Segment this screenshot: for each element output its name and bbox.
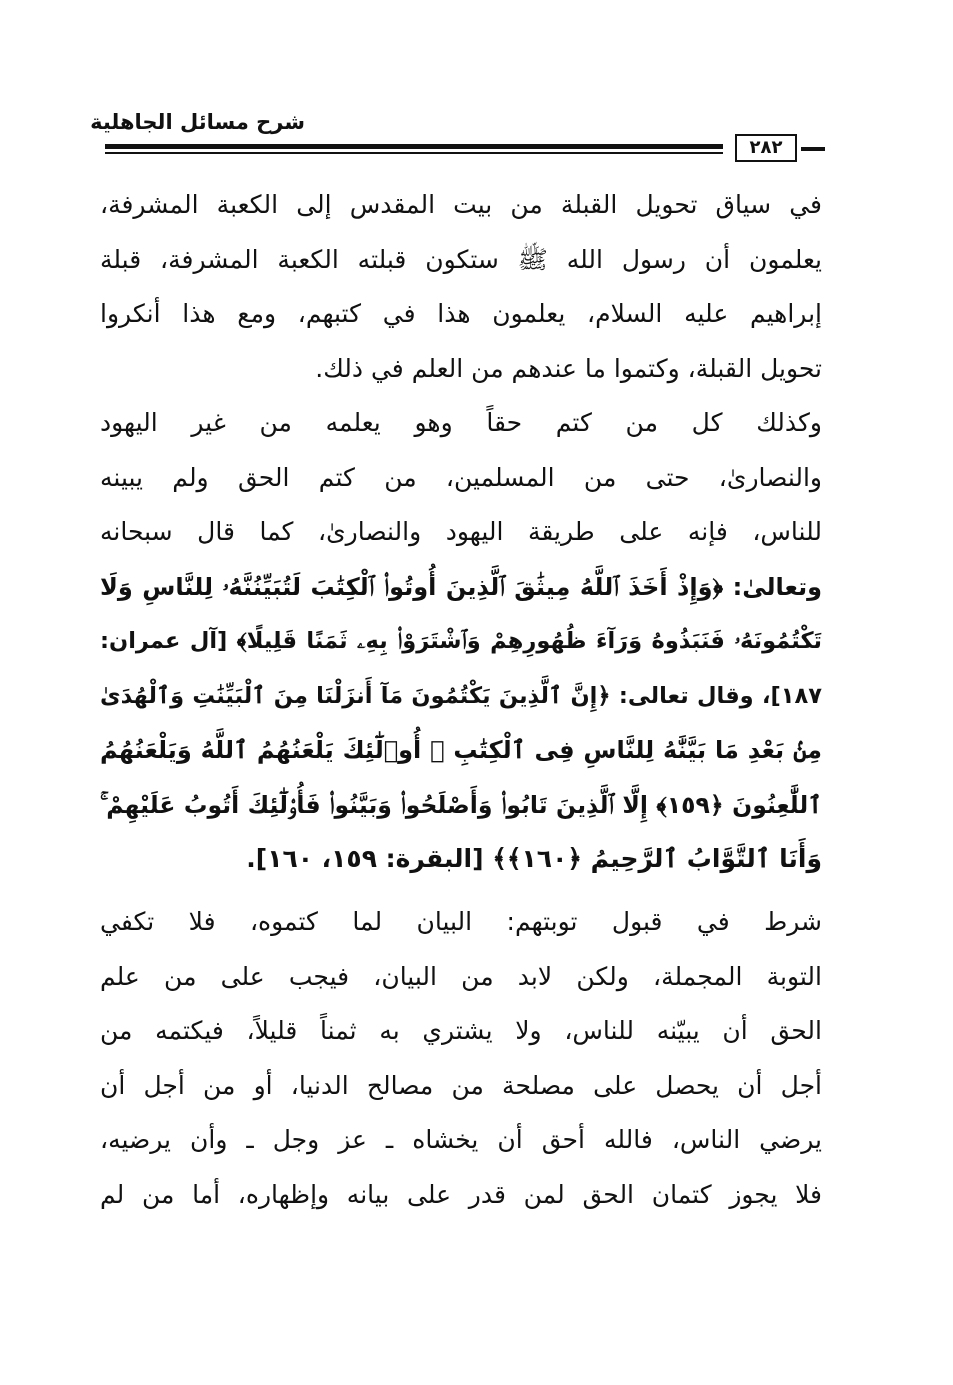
verse-line: وتعالىٰ: ﴿وَإِذْ أَخَذَ ٱللَّهُ مِيثَٰقَ ٱلَّذِينَ أُوتُوا۟ ٱلْكِتَٰبَ لَتُبَيِّنُنَّهُۥ لِلنَّاسِ وَلَا xyxy=(100,572,822,601)
paragraph-1 xyxy=(100,178,822,396)
text-line: يعلمون أن رسول الله ﷺ ستكون قبلته الكعبة المشرفة، قبلة xyxy=(100,244,822,274)
paragraph-3 xyxy=(100,895,822,1222)
text-line: أجل أن يحصل على مصلحة من مصالح الدنيا، أو من أجل أن xyxy=(100,1070,822,1100)
text-line: للناس، فإنه على طريقة اليهود والنصارىٰ، كما قال سبحانه xyxy=(100,517,822,546)
verse-line: ١٨٧]، وقال تعالى: ﴿إِنَّ ٱلَّذِينَ يَكْتُمُونَ مَآ أَنزَلْنَا مِنَ ٱلْبَيِّنَٰتِ وَٱلْهُدَىٰ xyxy=(100,682,822,709)
text-line: يرضي الناس، فالله أحق أن يخشاه ـ عز وجل ـ وأن يرضيه، xyxy=(100,1125,822,1154)
paragraph-2 xyxy=(100,396,822,887)
text-line: في سياق تحويل القبلة من بيت المقدس إلى الكعبة المشرفة، xyxy=(100,190,822,219)
text-line: إبراهيم عليه السلام، يعلمون هذا في كتبهم، ومع هذا أنكروا xyxy=(100,299,822,328)
page-header xyxy=(90,100,825,170)
text-line: والنصارىٰ، حتى من المسلمين، من كتم الحق ولم يبينه xyxy=(100,462,822,492)
verse-line: وَأَنَا ٱلتَّوَّابُ ٱلرَّحِيمُ ﴿١٦٠﴾﴾ [البقرة: ١٥٩، ١٦٠]. xyxy=(246,844,822,873)
header-rule-short xyxy=(801,147,825,151)
text-line: فلا يجوز كتمان الحق لمن قدر على بيانه وإظهاره، أما من لم xyxy=(100,1179,822,1209)
text-line: الحق أن يبيّنه للناس، ولا يشتري به ثمناً قليلاً، فيكتمه من xyxy=(100,1016,822,1045)
text-line: وكذلك كل من كتم حقاً وهو يعلمه من غير اليهود xyxy=(100,408,822,437)
header-rule-thick xyxy=(105,144,723,149)
running-head-title: شرح مسائل الجاهلية xyxy=(90,110,305,134)
verse-line: مِنۢ بَعْدِ مَا بَيَّنَّٰهُ لِلنَّاسِ فِى ٱلْكِتَٰبِ ۙ أُو۟لَٰٓئِكَ يَلْعَنُهُمُ ٱللَّهُ وَيَلْعَنُهُمُ xyxy=(100,736,822,764)
text-line: شرط في قبول توبتهم: البيان لما كتموه، فلا تكفي xyxy=(100,907,822,936)
verse-line: تَكْتُمُونَهُۥ فَنَبَذُوهُ وَرَآءَ ظُهُورِهِمْ وَٱشْتَرَوْا۟ بِهِۦ ثَمَنًا قَلِيلًا﴾ [آل عمران: xyxy=(100,628,822,654)
verse-line: ٱللَّٰعِنُونَ ﴿١٥٩﴾ إِلَّا ٱلَّذِينَ تَابُوا۟ وَأَصْلَحُوا۟ وَبَيَّنُوا۟ فَأُو۟لَٰٓئِكَ أَتُوبُ عَلَيْهِمْ ۚ xyxy=(100,790,822,819)
text-line: تحويل القبلة، وكتموا ما عندهم من العلم في ذلك. xyxy=(315,353,822,383)
header-rule-thin xyxy=(105,152,723,154)
text-line: التوبة المجملة، ولكن لابد من البيان، فيجب على من علم xyxy=(100,961,822,991)
page-number: ٢٨٢ xyxy=(735,134,797,162)
